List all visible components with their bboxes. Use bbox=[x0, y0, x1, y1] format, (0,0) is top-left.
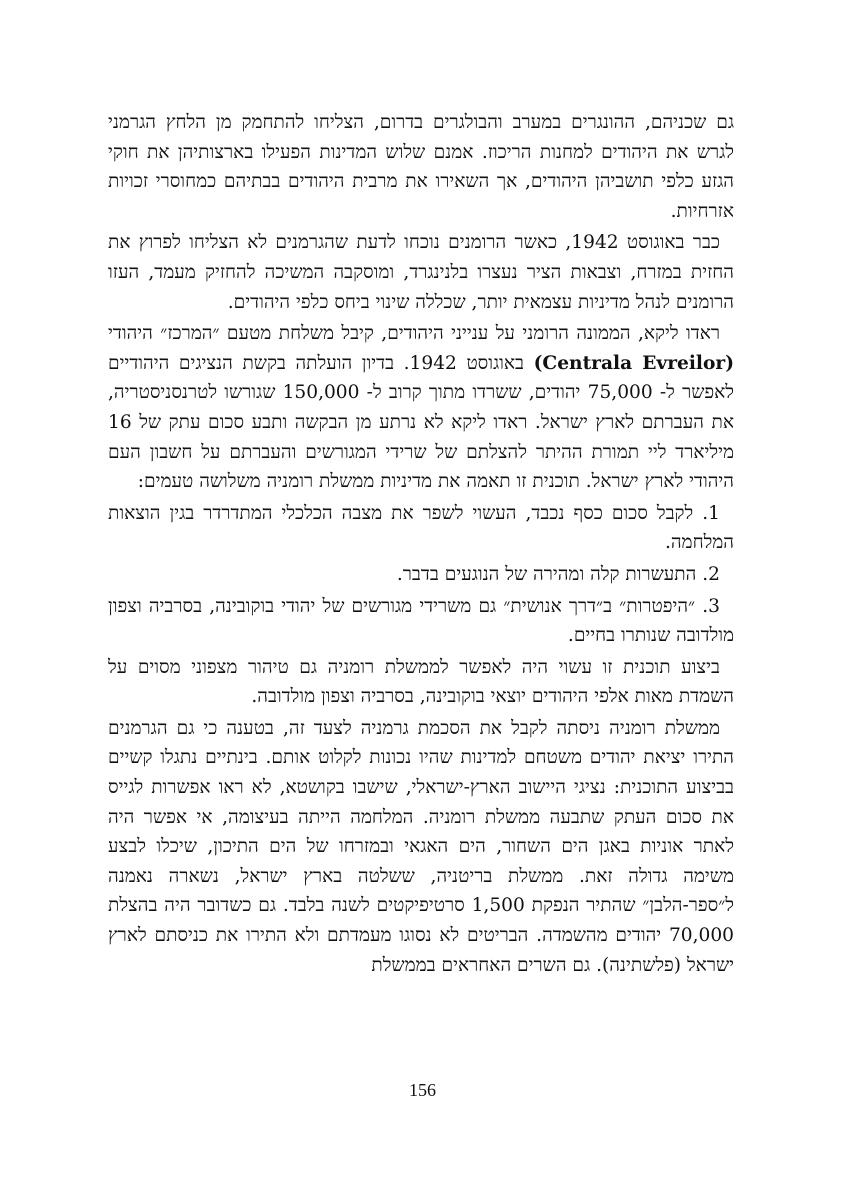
list-item-1: 1. לקבל סכום כסף נכבד, העשוי לשפר את מצבה הכלכלי המתדרדר בגין הוצאות המלחמה. bbox=[108, 502, 734, 554]
document-body bbox=[108, 108, 734, 982]
paragraph-5: ממשלת רומניה ניסתה לקבל את הסכמת גרמניה לצעד זה, בטענה כי גם הגרמנים התירו יציאת יהודים משטחם למדינות שהיו נכונות לקלוט אותם. בינתיים נתגלו קשיים בביצוע התוכנית: נציגי היישוב הארץ-ישראלי, שישבו בקושטא, לא ראו אפשרות לגייס את סכום העתק שתבעה ממשלת רומניה. המלחמה הייתה בעיצומה, אי אפשר היה לאתר אוניות באגן הים השחור, הים האגאי ובמזרחו של הים התיכון, שיכלו לבצע משימה גדולה זאת. ממשלת בריטניה, ששלטה בארץ ישראל, נשארה נאמנה ל״ספר-הלבן״ שהתיר הנפקת 1,500 סרטיפיקטים לשנה בלבד. גם כשדובר היה בהצלת 70,000 יהודים מהשמדה. הבריטים לא נסוגו מעמדתם ולא התירו את כניסתם לארץ ישראל (פלשתינה). גם השרים האחראים בממשלת bbox=[108, 717, 735, 976]
paragraph-3 bbox=[108, 319, 734, 497]
paragraph-3-after: באוגוסט 1942. בדיון הועלתה בקשת הנציגים היהודיים לאפשר ל- 75,000 יהודים, ששרדו מתוך קרוב ל- 150,000 שגורשו לטרנסניסטריה, את העברתם לארץ ישראל. ראדו ליקא לא נרתע מן הבקשה ותבע סכום עתק של 16 מיליארד ליי תמורת ההיתר להצלתם של שרידי המגורשים והעברתם על חשבון העם היהודי לארץ ישראל. תוכנית זו תאמה את מדיניות ממשלת רומניה משלושה טעמים: bbox=[108, 352, 734, 493]
paragraph-4: ביצוע תוכנית זו עשוי היה לאפשר לממשלת רומניה גם טיהור מצפוני מסוים על השמדת מאות אלפי היהודים יוצאי בוקובינה, בסרביה וצפון מולדובה. bbox=[108, 656, 734, 708]
page-number: 156 bbox=[409, 1080, 436, 1100]
centrala-evreilor-term: (Centrala Evreilor) bbox=[533, 352, 735, 374]
paragraph-1: גם שכניהם, ההונגרים במערב והבולגרים בדרום, הצליחו להתחמק מן הלחץ הגרמני לגרש את היהודים למחנות הריכוז. אמנם שלוש המדינות הפעילו בארצותיהן את חוקי הגזע כלפי תושביהן היהודים, אך השאירו את מרבית היהודים בבתיהם כמחוסרי זכויות אזרחיות. bbox=[108, 112, 734, 222]
paragraph-3-before: ראדו ליקא, הממונה הרומני על ענייני היהודים, קיבל משלחת מטעם ״המרכז״ היהודי bbox=[108, 323, 720, 345]
paragraph-2: כבר באוגוסט 1942, כאשר הרומנים נוכחו לדעת שהגרמנים לא הצליחו לפרוץ את החזית במזרח, וצבאות הציר נעצרו בלנינגרד, ומוסקבה המשיכה להחזיק מעמד, העזו הרומנים לנהל מדיניות עצמאית יותר, שכללה שינוי ביחס כלפי היהודים. bbox=[108, 232, 734, 313]
list-item-3: 3. ״היפטרות״ ב״דרך אנושית״ גם משרידי מגורשים של יהודי בוקובינה, בסרביה וצפון מולדובה שנותרו בחיים. bbox=[108, 595, 734, 647]
list-item-2: 2. התעשרות קלה ומהירה של הנוגעים בדבר. bbox=[396, 563, 720, 585]
